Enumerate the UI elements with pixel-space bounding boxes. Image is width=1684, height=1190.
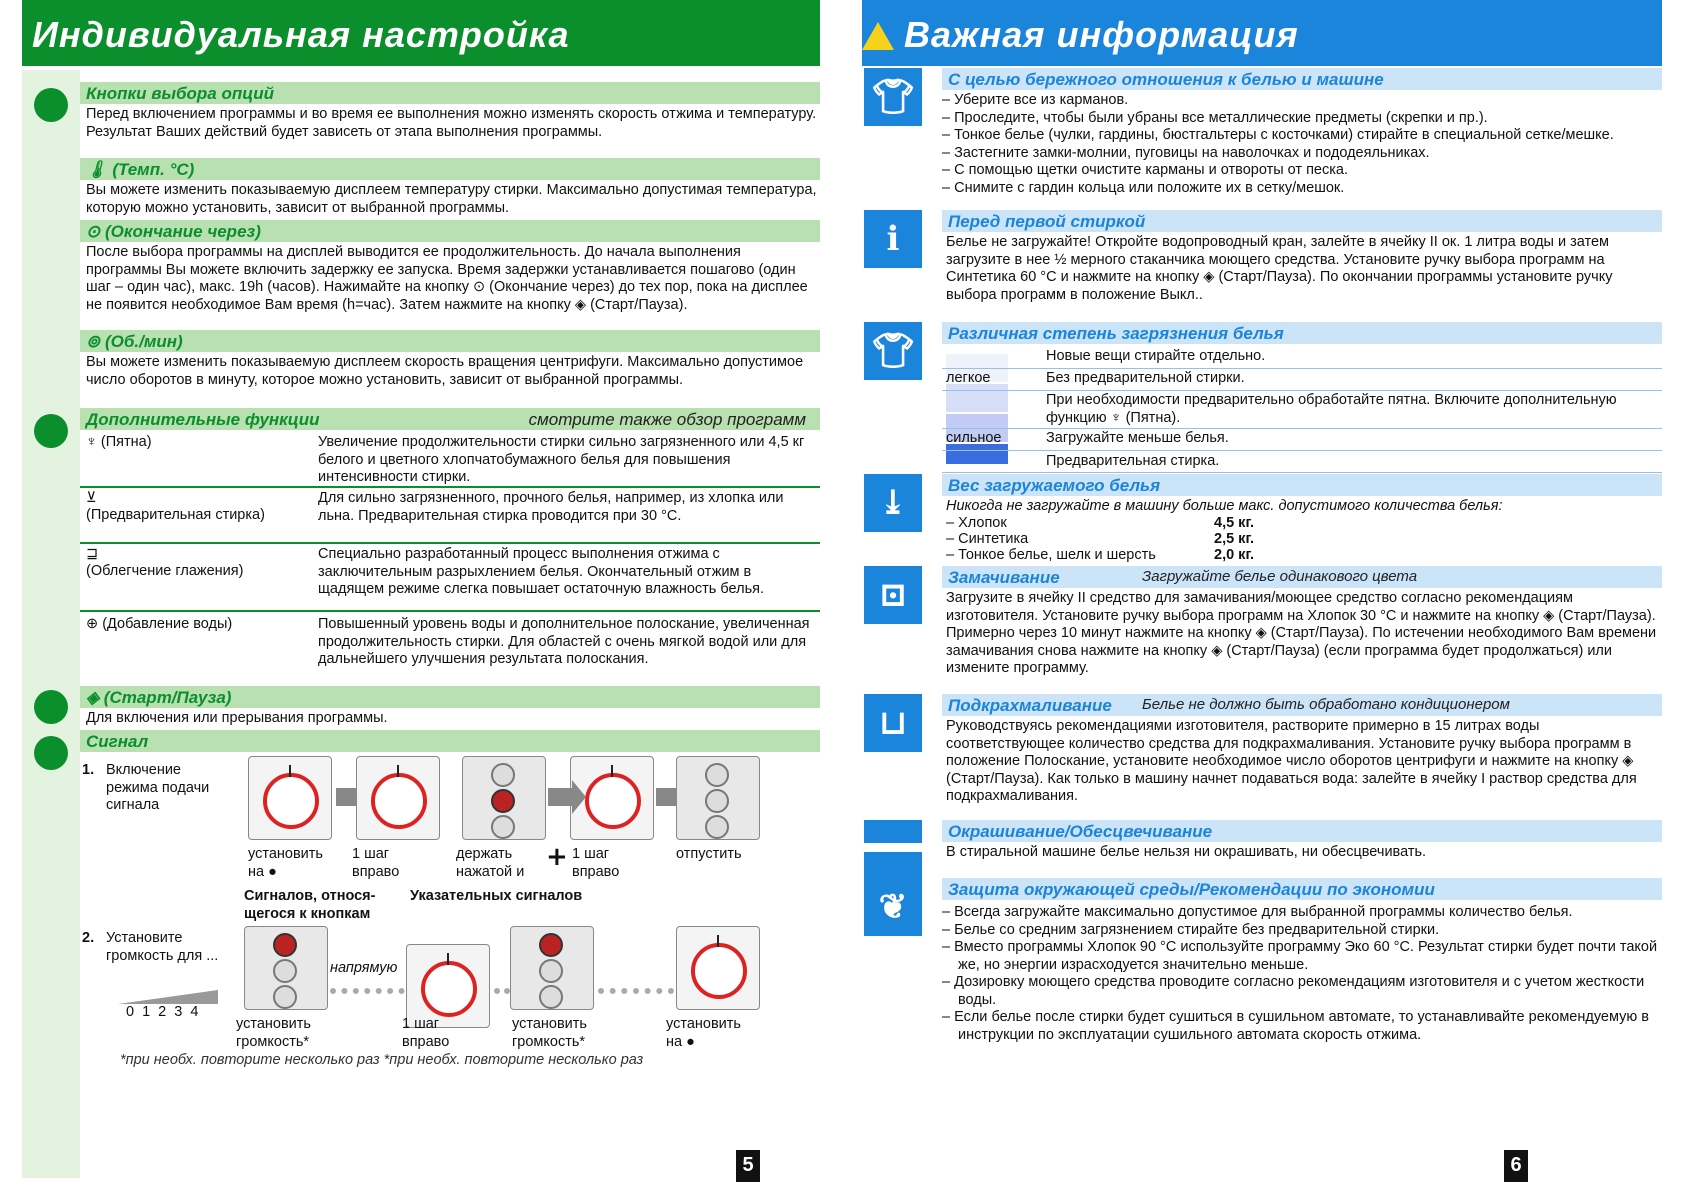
step-caption: держать нажатой и <box>456 846 525 880</box>
function-label: (Предварительная стирка) <box>86 507 265 523</box>
soak-note: Загружайте белье одинакового цвета <box>1142 568 1418 585</box>
stained-shirt-icon: 👕︎ <box>864 322 922 380</box>
leaf-icon: ❦ <box>864 878 922 936</box>
soil-gradient <box>936 346 1032 466</box>
list-item: – Тонкое белье (чулки, гардины, бюстгальтеры с косточками) стирайте в специальной сетке/мешке. <box>942 127 1614 143</box>
dye-text: В стиральной машине белье нельзя ни окрашивать, ни обесцвечивать. <box>946 844 1427 860</box>
list-item: – С помощью щетки очистите карманы и отвороты от песка. <box>942 162 1348 178</box>
list-item: – Застегните замки-молнии, пуговицы на наволочках и пододеяльниках. <box>942 144 1430 161</box>
step-caption: установить на ● <box>248 846 323 880</box>
dye-stripes-icon <box>864 820 922 878</box>
step1-text: Включение режима подачи сигнала <box>106 762 210 813</box>
rpm-text: Вы можете изменить показываемую дисплеем скорость вращения центрифуги. Максимально допустимое число оборотов в минуту, которое можно установить, зависит от выбранной программы. <box>86 354 804 388</box>
shirt-icon: 👕︎ <box>864 68 922 126</box>
signal-type-a: Сигналов, относя- щегося к кнопкам <box>244 888 376 922</box>
start-pause-text: Для включения или прерывания программы. <box>86 710 388 726</box>
left-margin-strip <box>22 70 80 1178</box>
soil-level: легкое <box>946 370 991 386</box>
step2-text: Установите громкость для ... <box>106 930 219 964</box>
right-page-title: Важная информация <box>904 14 1299 55</box>
button-panel-illustration <box>244 926 328 1010</box>
end-text: После выбора программы на дисплей выводится ее продолжительность. До начала выполнения программы Вы можете включить задержку ее запуска. Время задержки устанавливается пошагово (один шаг – один час), макс. 19h (часов). Нажимайте на кнопку ⊙ (Окончание через) до тех пор, пока на дисплее не появится необходимое Вам время (h=час). Затем нажмите на кнопку ◈ (Старт/Пауза). <box>86 244 808 313</box>
first-wash-heading: Перед первой стиркой <box>942 210 1662 232</box>
start-pause-icon: ◈ <box>86 688 104 707</box>
load-value: 4,5 кг. <box>1214 515 1255 531</box>
eco-heading: Защита окружающей среды/Рекомендации по экономии <box>942 878 1662 900</box>
right-page <box>842 0 1684 1190</box>
soil-advice: Без предварительной стирки. <box>1046 370 1245 386</box>
dial-illustration <box>676 926 760 1010</box>
function-desc: Увеличение продолжительности стирки сильно загрязненного или 4,5 кг белого и цветного хлопчатобумажного белья для повышения интенсивности стирки. <box>318 434 805 485</box>
direct-label: напрямую <box>330 960 398 976</box>
dye-heading: Окрашивание/Обесцвечивание <box>942 820 1662 842</box>
dotted-connector <box>598 988 674 994</box>
warning-icon <box>862 22 894 50</box>
load-name: – Хлопок <box>946 515 1007 531</box>
step-caption: 1 шаг вправо <box>572 846 620 880</box>
soak-tub-icon: ⊡ <box>864 566 922 624</box>
functions-note: смотрите также обзор программ <box>528 410 806 429</box>
soil-advice: Новые вещи стирайте отдельно. <box>1046 348 1266 364</box>
starch-tub-icon: ⊔ <box>864 694 922 752</box>
starch-heading: Подкрахмаливание Белье не должно быть обработано кондиционером <box>942 694 1662 716</box>
footnote: *при необх. повторите несколько раз *при необх. повторите несколько раз <box>120 1052 644 1068</box>
soil-advice: При необходимости предварительно обработайте пятна. Включите дополнительную функцию ♆ (Пятна). <box>1046 392 1617 426</box>
prewash-icon: ⊻ <box>86 490 97 506</box>
soil-advice: Загружайте меньше белья. <box>1046 430 1229 446</box>
left-page-title: Индивидуальная настройка <box>32 14 570 55</box>
starch-text: Руководствуясь рекомендациями изготовителя, растворите примерно в 15 литрах воды соответствующее количество средства для подкрахмаливания. Установите ручку выбора программ в положение Полоскание, установите необходимое число оборотов центрифуги и нажмите на кнопку ◈ (Старт/Пауза). Как только в машину начнет подаваться вода: залейте в ячейку I раствор средства для подкрахмаливания. <box>946 718 1637 804</box>
dial-illustration <box>248 756 332 840</box>
step-number: 2. <box>82 930 95 946</box>
step-caption: установить на ● <box>666 1016 741 1050</box>
thermometer-icon: 🌡︎ <box>86 160 113 179</box>
starch-note: Белье не должно быть обработано кондиционером <box>1142 696 1510 713</box>
iron-icon: ⊒ <box>86 546 99 562</box>
options-heading: Кнопки выбора опций <box>80 82 820 104</box>
temp-heading: 🌡︎ (Темп. °C) <box>80 158 820 180</box>
button-panel-illustration <box>676 756 760 840</box>
list-item: – Вместо программы Хлопок 90 °C используйте программу Эко 60 °C. Результат стирки будет почти такой же, но энергии израсходуется значительно меньше. <box>942 939 1658 973</box>
step-caption: 1 шаг вправо <box>352 846 400 880</box>
function-desc: Повышенный уровень воды и дополнительное полоскание, увеличенная продолжительность стирки. Для областей с очень мягкой водой или для дальнейшего улучшения результата полоскания. <box>318 616 810 667</box>
list-item: – Проследите, чтобы были убраны все металлические предметы (скрепки и пр.). <box>942 109 1488 126</box>
function-label: ⊕ (Добавление воды) <box>86 616 233 632</box>
list-item: – Уберите все из карманов. <box>942 92 1129 108</box>
end-heading: ⊙ (Окончание через) <box>80 220 820 242</box>
button-panel-illustration <box>462 756 546 840</box>
load-name: – Тонкое белье, шелк и шерсть <box>946 547 1156 563</box>
volume-scale: 0 1 2 3 4 <box>126 1004 201 1020</box>
care-heading: С целью бережного отношения к белью и машине <box>942 68 1662 90</box>
load-heading: Вес загружаемого белья <box>942 474 1662 496</box>
section-marker-dot <box>34 736 68 770</box>
list-item: – Если белье после стирки будет сушиться в сушильном автомате, то устанавливайте рекомендуемую в инструкции по эксплуатации сушильного автомата скорость отжима. <box>942 1009 1649 1043</box>
section-marker-dot <box>34 690 68 724</box>
right-title-bar <box>862 0 1662 66</box>
care-list <box>942 92 1662 197</box>
first-wash-text: Белье не загружайте! Откройте водопроводный кран, залейте в ячейку II ок. 1 литра воды и затем загрузите в нее ½ мерного стаканчика моющего средства. Установите ручку выбора программ на Синтетика 60 °C и нажмите на кнопку ◈ (Старт/Пауза). По окончании программы установите ручку выбора программ в положение Выкл.. <box>946 234 1613 303</box>
left-title-bar <box>22 0 820 66</box>
button-panel-illustration <box>510 926 594 1010</box>
clock-icon: ⊙ <box>86 222 105 241</box>
info-icon: i <box>864 210 922 268</box>
function-label: ♆ (Пятна) <box>86 434 152 450</box>
section-marker-dot <box>34 88 68 122</box>
step-number: 1. <box>82 762 95 778</box>
eco-list <box>942 904 1662 1044</box>
spin-icon: ⊚ <box>86 332 105 351</box>
soak-text: Загрузите в ячейку II средство для замачивания/моющее средство согласно рекомендациям изготовителя. Установите ручку выбора программ на Хлопок 30 °C и нажмите на кнопку ◈ (Старт/Пауза). Примерно через 10 минут нажмите на кнопку ◈ (Старт/Пауза). По истечении необходимого Вам времени замачивания снова нажмите на кнопку ◈ (Старт/Пауза) (если программа будет продолжаться) или измените программу. <box>946 590 1657 676</box>
function-label: (Облегчение глажения) <box>86 563 244 579</box>
soak-heading: Замачивание Загружайте белье одинакового цвета <box>942 566 1662 588</box>
load-name: – Синтетика <box>946 531 1029 547</box>
list-item: – Снимите с гардин кольца или положите их в сетку/мешок. <box>942 179 1345 196</box>
page-number: 5 <box>736 1150 760 1182</box>
signal-heading: Сигнал <box>80 730 820 752</box>
soil-level: сильное <box>946 430 1002 446</box>
step-caption: установить громкость* <box>512 1016 587 1050</box>
load-value: 2,0 кг. <box>1214 547 1255 563</box>
function-desc: Для сильно загрязненного, прочного белья, например, из хлопка или льна. Предварительная стирка проводится при 30 °C. <box>318 490 784 524</box>
page-number: 6 <box>1504 1150 1528 1182</box>
list-item: – Всегда загружайте максимально допустимое для выбранной программы количество белья. <box>942 904 1573 920</box>
section-marker-dot <box>34 414 68 448</box>
step-caption: установить громкость* <box>236 1016 311 1050</box>
dial-illustration <box>356 756 440 840</box>
step-caption: отпустить <box>676 846 742 862</box>
list-item: – Дозировку моющего средства проводите согласно рекомендациям изготовителя и с учетом жесткости воды. <box>942 974 1645 1008</box>
temp-text: Вы можете изменить показываемую дисплеем температуру стирки. Максимально допустимая температура, которую можно установить, зависит от выбранной программы. <box>86 182 817 216</box>
plus-icon: + <box>546 842 568 872</box>
start-pause-heading: ◈ (Старт/Пауза) <box>80 686 820 708</box>
rpm-heading: ⊚ (Об./мин) <box>80 330 820 352</box>
weight-download-icon: ⤓ <box>864 474 922 532</box>
step-caption: 1 шаг вправо <box>402 1016 450 1050</box>
functions-heading: Дополнительные функции смотрите также обзор программ <box>80 408 820 430</box>
signal-type-b: Указательных сигналов <box>410 888 583 904</box>
load-note: Никогда не загружайте в машину больше макс. допустимого количества белья: <box>946 498 1503 514</box>
soil-advice: Предварительная стирка. <box>1046 453 1220 469</box>
options-text: Перед включением программы и во время ее выполнения можно изменять скорость отжима и температуру. Результат Ваших действий будет зависеть от этапа выполнения программы. <box>86 106 817 140</box>
arrow-right-icon <box>548 788 572 806</box>
list-item: – Белье со средним загрязнением стирайте без предварительной стирки. <box>942 921 1440 938</box>
dotted-connector <box>330 988 416 994</box>
water-plus-icon: ⊕ <box>86 616 103 632</box>
load-value: 2,5 кг. <box>1214 531 1255 547</box>
soil-heading: Различная степень загрязнения белья <box>942 322 1662 344</box>
function-desc: Специально разработанный процесс выполнения отжима с заключительным разрыхлением белья. Окончательный отжим в щадящем режиме слегка повышает остаточную влажность белья. <box>318 546 765 597</box>
